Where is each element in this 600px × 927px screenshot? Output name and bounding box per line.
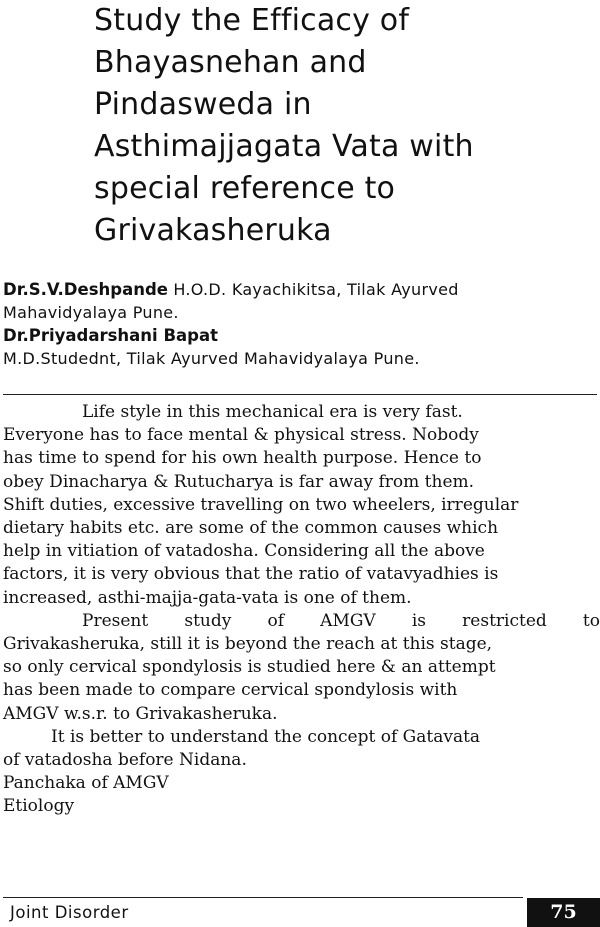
body-line: increased, asthi-majja-gata-vata is one of them.	[3, 587, 412, 608]
author-block	[3, 278, 593, 370]
title-line: Grivakasheruka	[94, 213, 332, 248]
title-line: special reference to	[94, 171, 396, 206]
footer-divider	[3, 897, 523, 898]
title-line: Study the Efficacy of	[94, 3, 410, 38]
author-affiliation: M.D.Studednt, Tilak Ayurved Mahavidyalaya Pune.	[3, 349, 420, 368]
body-line: Present study of AMGV is restricted to	[82, 610, 600, 631]
author-name: Dr.Priyadarshani Bapat	[3, 326, 218, 345]
body-line: Grivakasheruka, still it is beyond the reach at this stage,	[3, 634, 493, 655]
body-line: AMGV w.s.r. to Grivakasheruka.	[3, 703, 278, 724]
body-line: factors, it is very obvious that the ratio of vatavyadhies is	[3, 564, 499, 585]
author-affiliation: H.O.D. Kayachikitsa, Tilak Ayurved	[167, 280, 459, 299]
body-line: It is better to understand the concept of Gatavata	[51, 726, 481, 747]
title-line: Asthimajjagata Vata with	[94, 129, 474, 164]
body-line: Life style in this mechanical era is very fast.	[82, 402, 463, 422]
section-heading: Etiology	[3, 796, 75, 817]
body-line: help in vitiation of vatadosha. Considering all the above	[3, 541, 485, 562]
body-line: so only cervical spondylosis is studied here & an attempt	[3, 657, 496, 678]
body-line: Shift duties, excessive travelling on two wheelers, irregular	[3, 494, 519, 515]
body-line: has been made to compare cervical spondylosis with	[3, 680, 458, 701]
body-line: Everyone has to face mental & physical stress. Nobody	[3, 425, 479, 446]
body-line: obey Dinacharya & Rutucharya is far away from them.	[3, 471, 475, 492]
author-affiliation: Mahavidyalaya Pune.	[3, 303, 179, 322]
body-line: dietary habits etc. are some of the common causes which	[3, 518, 499, 539]
section-heading: Panchaka of AMGV	[3, 773, 169, 794]
author-name: Dr.S.V.Deshpande	[3, 280, 168, 299]
body-line: has time to spend for his own health purpose. Hence to	[3, 448, 482, 469]
header-divider	[3, 394, 597, 395]
running-footer: Joint Disorder	[10, 903, 129, 922]
page-number: 75	[527, 898, 600, 927]
title-line: Pindasweda in	[94, 87, 312, 122]
title-line: Bhayasnehan and	[94, 45, 367, 80]
article-title	[94, 0, 574, 252]
article-body	[3, 401, 600, 819]
author-1	[3, 278, 593, 301]
body-line: of vatadosha before Nidana.	[3, 750, 247, 771]
